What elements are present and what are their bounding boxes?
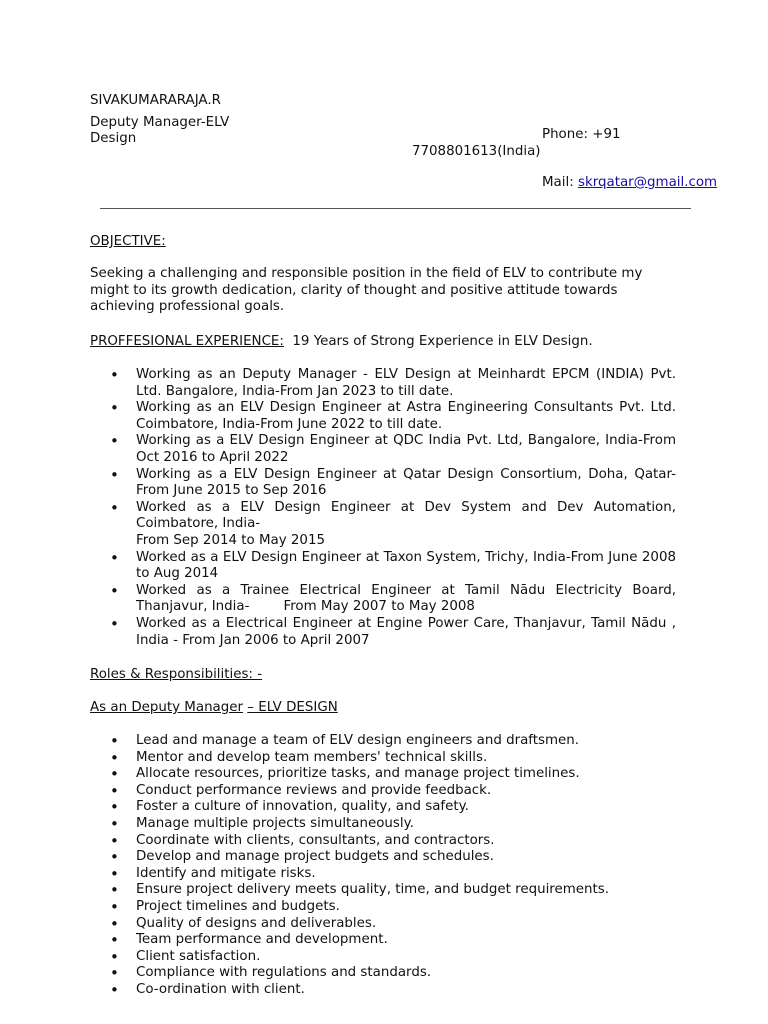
responsibility-item: • Mentor and develop team members' technical skills.: [90, 750, 676, 767]
responsibility-item: • Lead and manage a team of ELV design engineers and draftsmen.: [90, 733, 676, 750]
experience-item-period: From May 2007 to May 2008: [283, 599, 475, 615]
job-title-line-2: Design: [90, 131, 137, 146]
responsibility-item: • Team performance and development.: [90, 932, 676, 949]
responsibility-item: • Quality of designs and deliverables.: [90, 916, 676, 933]
responsibility-item: • Co-ordination with client.: [90, 982, 676, 999]
responsibility-item: • Conduct performance reviews and provide feedback.: [90, 783, 676, 800]
candidate-name: SIVAKUMARARAJA.R: [90, 93, 221, 108]
experience-list: [90, 367, 676, 649]
mail-line: [542, 175, 717, 192]
job-title-line-1: Deputy Manager-ELV: [90, 115, 230, 130]
responsibility-item: • Identify and mitigate risks.: [90, 866, 676, 883]
responsibility-item: • Project timelines and budgets.: [90, 899, 676, 916]
responsibility-item: • Ensure project delivery meets quality, time, and budget requirements.: [90, 882, 676, 899]
roles-subheading-dept: – ELV DESIGN: [247, 700, 338, 715]
responsibility-item: • Coordinate with clients, consultants, and contractors.: [90, 833, 676, 850]
experience-heading-line: [90, 334, 593, 351]
responsibility-item: • Allocate resources, prioritize tasks, and manage project timelines.: [90, 766, 676, 783]
responsibility-item: • Compliance with regulations and standards.: [90, 965, 676, 982]
header-divider: [100, 208, 691, 209]
experience-item: [90, 583, 676, 616]
experience-item: • Working as an ELV Design Engineer at Astra Engineering Consultants Pvt. Ltd. Coimbatore, India-From June 2022 to till date.: [90, 400, 676, 433]
experience-item-text: Worked as a Trainee Electrical Engineer at Tamil Nādu Electricity Board, Thanjavur, India-: [136, 582, 676, 615]
experience-summary: 19 Years of Strong Experience in ELV Design.: [292, 334, 593, 349]
mail-label: Mail:: [542, 175, 574, 190]
experience-item: • Working as a ELV Design Engineer at Qatar Design Consortium, Doha, Qatar-From June 2015 to Sep 2016: [90, 467, 676, 500]
experience-item: [90, 500, 676, 550]
objective-text: Seeking a challenging and responsible position in the field of ELV to contribute my might to its growth dedication, clarity of thought and positive attitude towards achieving professional goals.: [90, 266, 643, 315]
email-link[interactable]: skrqatar@gmail.com: [577, 175, 718, 190]
responsibility-item: • Client satisfaction.: [90, 949, 676, 966]
responsibility-item: • Manage multiple projects simultaneously.: [90, 816, 676, 833]
experience-item-period: From Sep 2014 to May 2015: [136, 532, 325, 548]
responsibility-item: • Foster a culture of innovation, quality, and safety.: [90, 799, 676, 816]
roles-subheading: [90, 700, 338, 717]
experience-item: • Working as an Deputy Manager - ELV Design at Meinhardt EPCM (INDIA) Pvt. Ltd. Bangalore, India-From Jan 2023 to till date.: [90, 367, 676, 400]
responsibilities-list: [90, 733, 676, 999]
roles-subheading-role: As an Deputy Manager: [90, 700, 244, 715]
experience-item: • Working as a ELV Design Engineer at QDC India Pvt. Ltd, Bangalore, India-From Oct 2016 to April 2022: [90, 433, 676, 466]
phone-number: 7708801613(India): [412, 144, 541, 159]
experience-item: • Worked as a ELV Design Engineer at Taxon System, Trichy, India-From June 2008 to Aug 2014: [90, 550, 676, 583]
responsibility-item: • Develop and manage project budgets and schedules.: [90, 849, 676, 866]
experience-item-text: Worked as a ELV Design Engineer at Dev System and Dev Automation, Coimbatore, India-: [136, 499, 676, 532]
phone-label: Phone: +91: [542, 127, 621, 142]
objective-heading: OBJECTIVE:: [90, 234, 166, 249]
experience-heading: PROFFESIONAL EXPERIENCE:: [90, 334, 284, 349]
roles-heading: Roles & Responsibilities: -: [90, 667, 263, 682]
experience-item: • Worked as a Electrical Engineer at Engine Power Care, Thanjavur, Tamil Nādu , India - From Jan 2006 to April 2007: [90, 616, 676, 649]
